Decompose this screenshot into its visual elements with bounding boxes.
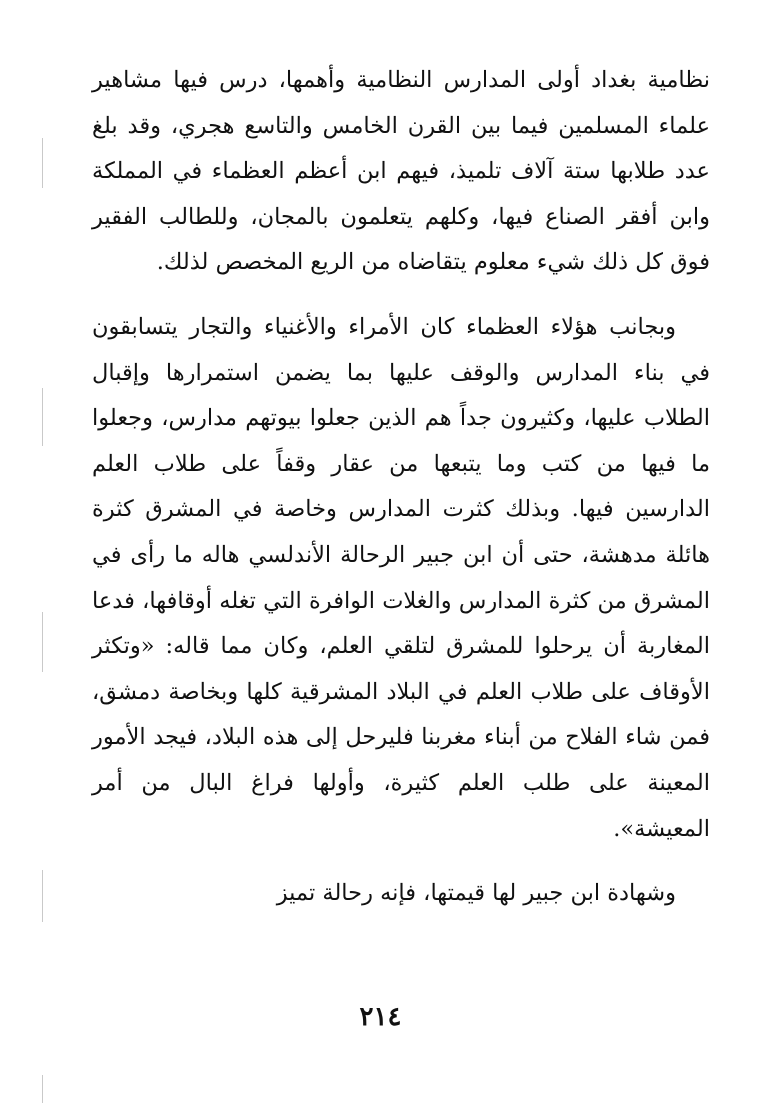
margin-scan-mark (42, 612, 43, 672)
paragraph-nizamiya-baghdad: نظامية بغداد أولى المدارس النظامية وأهمها، درس فيها مشاهير علماء المسلمين فيما بين القرن الخامس والتاسع هجري، وقد بلغ عدد طلابها ستة آلاف تلميذ، فيهم ابن أعظم العظماء في المملكة وابن أفقر الصناع فيها، وكلهم يتعلمون بالمجان، وللطالب الفقير فوق كل ذلك شيء معلوم يتقاضاه من الريع المخصص لذلك. (92, 67, 710, 276)
paragraph-ibn-jubayr-testimony (92, 871, 710, 917)
margin-scan-mark (42, 1075, 43, 1103)
paragraph-wealthy-endowments (92, 305, 710, 852)
paragraph-text: وبجانب هؤلاء العظماء كان الأمراء والأغنياء والتجار يتسابقون في بناء المدارس والوقف عليها بما يضمن استمرارها وإقبال الطلاب عليها، وكثيرون جداً هم الذين جعلوا بيوتهم مدارس، وجعلوا ما فيها من كتب وما يتبعها من عقار وقفاً على طلاب العلم الدارسين فيها. وبذلك كثرت المدارس وخاصة في المشرق كثرة هائلة مدهشة، حتى أن ابن جبير الرحالة الأندلسي هاله ما رأى في المشرق من كثرة المدارس والغلات الوافرة التي تغله أوقافها، فدعا المغاربة أن يرحلوا للمشرق لتلقي العلم، وكان مما قاله: «وتكثر الأوقاف على طلاب العلم في البلاد المشرقية كلها وبخاصة دمشق، فمن شاء الفلاح من أبناء مغربنا فليرحل إلى هذه البلاد، فيجد الأمور المعينة على طلب العلم كثيرة، وأولها فراغ البال من أمر المعيشة». (92, 313, 710, 842)
paragraph-text: وشهادة ابن جبير لها قيمتها، فإنه رحالة تميز (276, 880, 676, 907)
margin-scan-mark (42, 870, 43, 922)
page-number: ٢١٤ (359, 1002, 402, 1032)
body-text (92, 58, 710, 917)
margin-scan-mark (42, 138, 43, 188)
margin-scan-mark (42, 388, 43, 446)
